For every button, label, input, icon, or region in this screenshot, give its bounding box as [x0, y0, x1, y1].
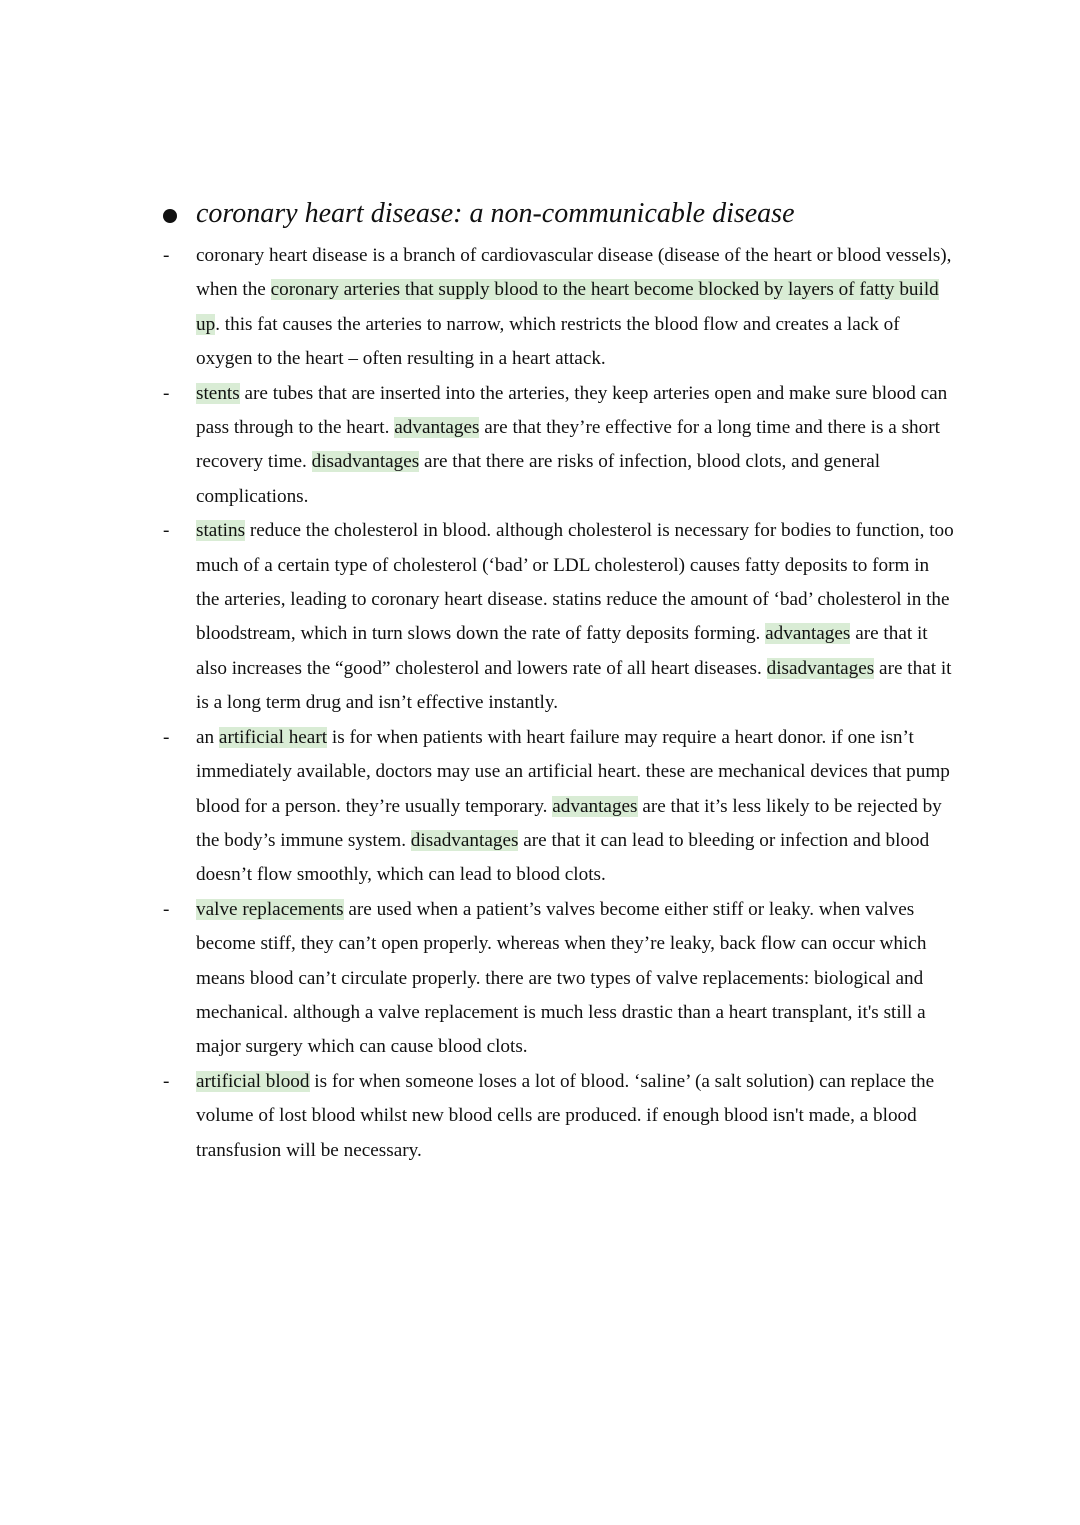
- item-text: are that it is a long term drug and isn’t effective instantly.: [196, 657, 952, 714]
- highlighted-text: coronary arteries that supply blood to the heart become blocked by layers of fatty build up: [196, 279, 939, 335]
- item-text: an: [196, 726, 219, 748]
- item-text: are that there are risks of infection, blood clots, and general complications.: [196, 451, 881, 507]
- list-item-statins: [160, 514, 956, 720]
- highlighted-advantages: advantages: [552, 795, 638, 817]
- highlighted-advantages: advantages: [765, 623, 851, 645]
- dash-bullet: -: [163, 520, 170, 542]
- list-item-coronary-heart-disease: [160, 239, 956, 377]
- bullet-icon: [163, 209, 177, 223]
- list-item-valve-replacements: [160, 893, 956, 1065]
- dash-bullet: -: [163, 382, 170, 404]
- highlighted-term: statins: [196, 520, 246, 542]
- bullet-list: [160, 239, 960, 1168]
- item-text: reduce the cholesterol in blood. although cholesterol is necessary for bodies to function, too much of a certain type of cholesterol (‘bad’ or LDL cholesterol) causes fatty deposits to form in the arteries, leading to coronary heart disease. statins reduce the amount of ‘bad’ cholesterol in the bloodstream, which in turn slows down the rate of fatty deposits forming.: [196, 520, 954, 645]
- section-heading: [163, 196, 963, 236]
- list-item-artificial-blood: [160, 1065, 956, 1168]
- item-text: is for when someone loses a lot of blood. ‘saline’ (a salt solution) can replace the volume of lost blood whilst new blood cells are produced. if enough blood isn't made, a blood transfusion will be necessary.: [196, 1070, 935, 1161]
- dash-bullet: -: [163, 1070, 170, 1092]
- highlighted-term: artificial heart: [218, 726, 328, 748]
- item-text: are that it also increases the “good” cholesterol and lowers rate of all heart diseases.: [196, 623, 928, 679]
- dash-bullet: -: [163, 726, 170, 748]
- item-text: are that it’s less likely to be rejected by the body’s immune system.: [196, 795, 942, 851]
- heading-title: coronary heart disease: a non-communicable disease: [196, 198, 795, 229]
- item-text: are that it can lead to bleeding or infection and blood doesn’t flow smoothly, which can lead to blood clots.: [196, 829, 930, 886]
- highlighted-term: stents: [196, 382, 240, 404]
- item-text: are used when a patient’s valves become either stiff or leaky. when valves become stiff, they can’t open properly. whereas when they’re leaky, back flow can occur which means blood can’t circulate properly. there are two types of valve replacements: biological and mechanical. although a valve replacement is much less drastic than a heart transplant, it's still a major surgery which can cause blood clots.: [196, 898, 927, 1058]
- item-text: is for when patients with heart failure may require a heart donor. if one isn’t immediately available, doctors may use an artificial heart. these are mechanical devices that pump blood for a person. they’re usually temporary.: [196, 726, 950, 817]
- item-text: . this fat causes the arteries to narrow, which restricts the blood flow and creates a lack of oxygen to the heart – often resulting in a heart attack.: [196, 313, 900, 370]
- highlighted-disadvantages: disadvantages: [311, 451, 420, 473]
- item-text: coronary heart disease is a branch of cardiovascular disease (disease of the heart or blood vessels), when the: [196, 245, 952, 301]
- list-item-stents: [160, 377, 956, 515]
- item-text: are tubes that are inserted into the arteries, they keep arteries open and make sure blood can pass through to the heart.: [196, 382, 948, 439]
- highlighted-term: valve replacements: [196, 898, 344, 920]
- highlighted-advantages: advantages: [394, 417, 480, 439]
- list-item-artificial-heart: [160, 721, 956, 893]
- highlighted-disadvantages: disadvantages: [766, 657, 875, 679]
- item-text: are that they’re effective for a long time and there is a short recovery time.: [196, 417, 940, 473]
- dash-bullet: -: [163, 245, 170, 266]
- highlighted-disadvantages: disadvantages: [410, 829, 519, 851]
- highlighted-term: artificial blood: [196, 1070, 310, 1092]
- dash-bullet: -: [163, 898, 170, 920]
